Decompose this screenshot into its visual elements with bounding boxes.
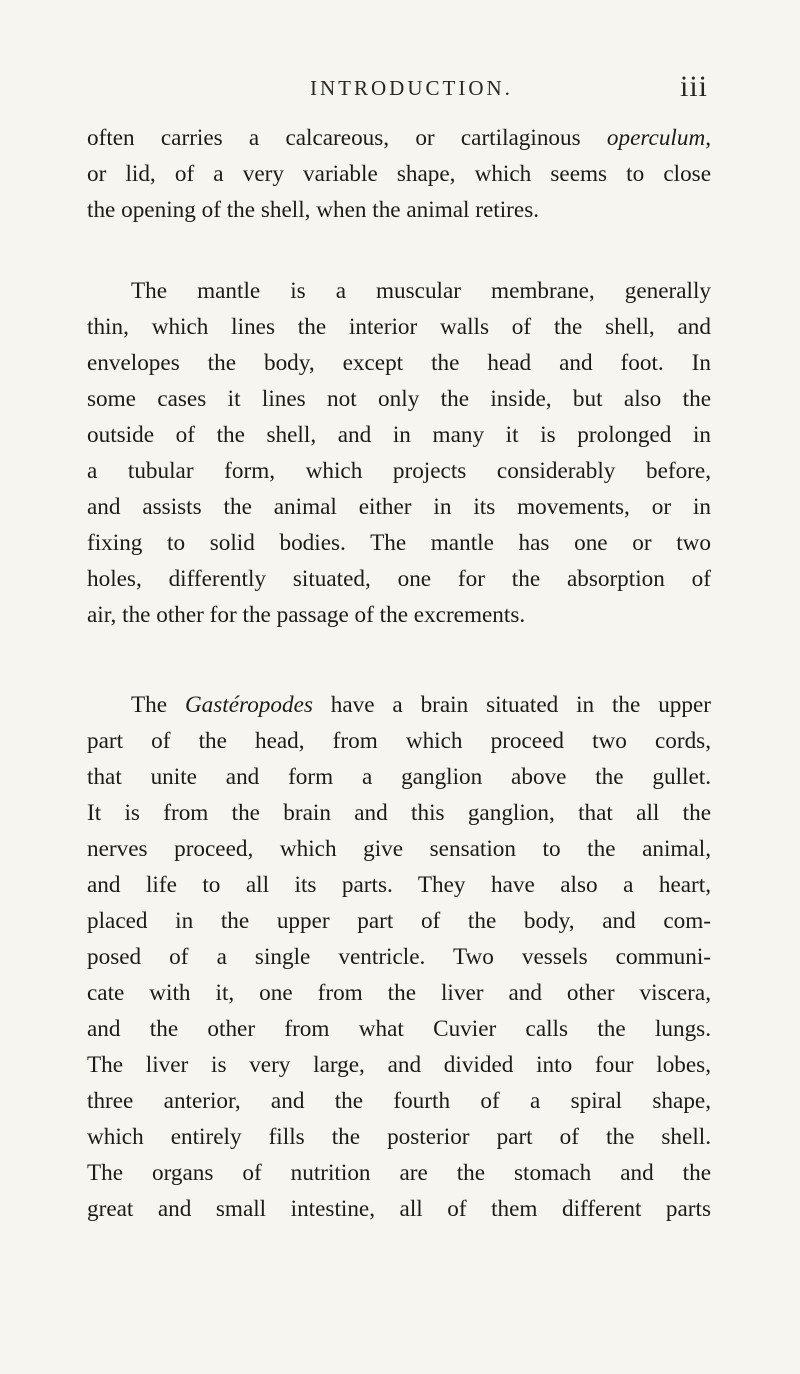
- text-line: The mantle is a muscular membrane, generally: [131, 278, 711, 304]
- text-line: and life to all its parts. They have also a heart,: [87, 872, 711, 898]
- text-line: part of the head, from which proceed two cords,: [87, 728, 711, 754]
- text-line: holes, differently situated, one for the absorption of: [87, 566, 711, 592]
- paragraph-gasteropodes: [87, 687, 711, 1227]
- italic-term: Gastéropodes: [184, 692, 313, 718]
- italic-term: operculum: [606, 125, 706, 151]
- text-line: often carries a calcareous, or cartilaginous operculum,: [87, 125, 711, 151]
- text-line: envelopes the body, except the head and foot. In: [87, 350, 711, 376]
- text-line: three anterior, and the fourth of a spiral shape,: [87, 1088, 711, 1114]
- paragraph-mantle: [87, 273, 711, 633]
- running-title: INTRODUCTION.: [310, 76, 513, 100]
- text-line: air, the other for the passage of the excrements.: [87, 602, 526, 628]
- text-line: placed in the upper part of the body, and com-: [87, 908, 711, 934]
- text-line: The organs of nutrition are the stomach and the: [87, 1160, 711, 1186]
- text-line: outside of the shell, and in many it is prolonged in: [87, 422, 711, 448]
- text-line: posed of a single ventricle. Two vessels communi-: [87, 944, 711, 970]
- text-line: The liver is very large, and divided into four lobes,: [87, 1052, 711, 1078]
- text-line: nerves proceed, which give sensation to the animal,: [87, 836, 711, 862]
- text-line: or lid, of a very variable shape, which seems to close: [87, 161, 711, 187]
- text-line: that unite and form a ganglion above the gullet.: [87, 764, 711, 790]
- body-text: [87, 120, 711, 1227]
- text-line: some cases it lines not only the inside, but also the: [87, 386, 711, 412]
- text-line: and assists the animal either in its movements, or in: [87, 494, 711, 520]
- text-line: cate with it, one from the liver and other viscera,: [87, 980, 711, 1006]
- text-line: thin, which lines the interior walls of the shell, and: [87, 314, 711, 340]
- text-line: and the other from what Cuvier calls the lungs.: [87, 1016, 711, 1042]
- text-line: great and small intestine, all of them different parts: [87, 1196, 711, 1222]
- text-line: a tubular form, which projects considerably before,: [87, 458, 711, 484]
- page-number: iii: [680, 70, 709, 103]
- paragraph-operculum: [87, 120, 711, 228]
- text-line: fixing to solid bodies. The mantle has one or two: [87, 530, 711, 556]
- text-line: The Gastéropodes have a brain situated in the upper: [131, 692, 711, 718]
- text-line: the opening of the shell, when the animal retires.: [87, 197, 540, 223]
- text-line: It is from the brain and this ganglion, that all the: [87, 800, 711, 826]
- text-line: which entirely fills the posterior part of the shell.: [87, 1124, 711, 1150]
